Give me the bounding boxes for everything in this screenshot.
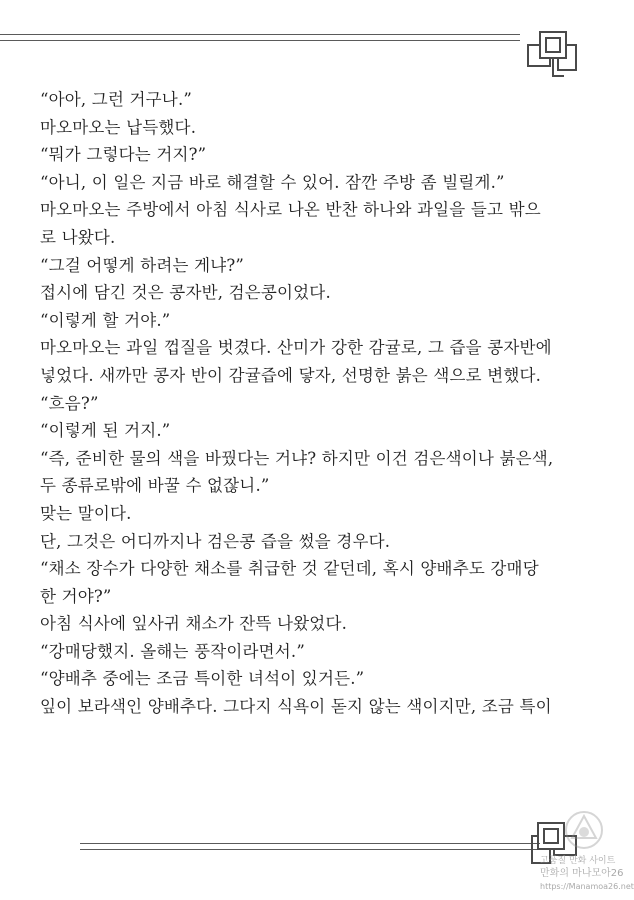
text-line: 맞는 말이다. <box>40 503 132 523</box>
text-line: “양배추 중에는 조금 특이한 녀석이 있거든.” <box>40 669 365 689</box>
watermark-text: 만화의 마나모아26 <box>540 868 624 879</box>
text-line: 두 종류로밖에 바꿀 수 없잖니.” <box>40 476 270 496</box>
text-line: “이렇게 된 거지.” <box>40 421 171 441</box>
text-line: “그걸 어떻게 하려는 게냐?” <box>40 255 245 275</box>
text-line: “흐음?” <box>40 393 99 413</box>
bottom-border <box>80 843 540 857</box>
text-line: 마오마오는 납득했다. <box>40 117 197 137</box>
text-line: “채소 장수가 다양한 채소를 취급한 것 같던데, 혹시 양배추도 강매당 <box>40 559 539 579</box>
text-line: 마오마오는 과일 껍질을 벗겼다. 산미가 강한 감귤로, 그 즙을 콩자반에 <box>40 338 552 358</box>
watermark-text: 고품질 만화 사이트 <box>540 856 616 866</box>
text-line: “아니, 이 일은 지금 바로 해결할 수 있어. 잠깐 주방 좀 빌릴게.” <box>40 172 505 192</box>
text-line: “아아, 그런 거구나.” <box>40 90 193 109</box>
text-line: “즉, 준비한 물의 색을 바꿨다는 거냐? 하지만 이건 검은색이나 붉은색, <box>40 448 554 468</box>
watermark <box>540 808 634 898</box>
text-line: 한 거야?” <box>40 586 112 606</box>
text-line: 마오마오는 주방에서 아침 식사로 나온 반찬 하나와 과일을 들고 밖으 <box>40 200 541 220</box>
text-line: 잎이 보라색인 양배추다. 그다지 식욕이 돋지 않는 색이지만, 조금 특이 <box>40 697 552 717</box>
text-line: “강매당했지. 올해는 풍작이라면서.” <box>40 641 305 661</box>
document-body <box>40 86 580 721</box>
text-line: 단, 그것은 어디까지나 검은콩 즙을 썼을 경우다. <box>40 531 391 551</box>
text-line: “이렇게 할 거야.” <box>40 310 171 330</box>
top-ornament-icon <box>522 20 586 84</box>
text-line: 접시에 담긴 것은 콩자반, 검은콩이었다. <box>40 283 331 303</box>
text-line: 아침 식사에 잎사귀 채소가 잔뜩 나왔었다. <box>40 614 348 634</box>
text-line: 로 나왔다. <box>40 227 116 247</box>
watermark-url: https://Manamoa26.net <box>540 882 634 891</box>
watermark-logo-icon <box>562 808 606 852</box>
text-line: 넣었다. 새까만 콩자 반이 감귤즙에 닿자, 선명한 붉은 색으로 변했다. <box>40 365 542 385</box>
top-border <box>0 34 520 48</box>
text-line: “뭐가 그렇다는 거지?” <box>40 145 207 165</box>
